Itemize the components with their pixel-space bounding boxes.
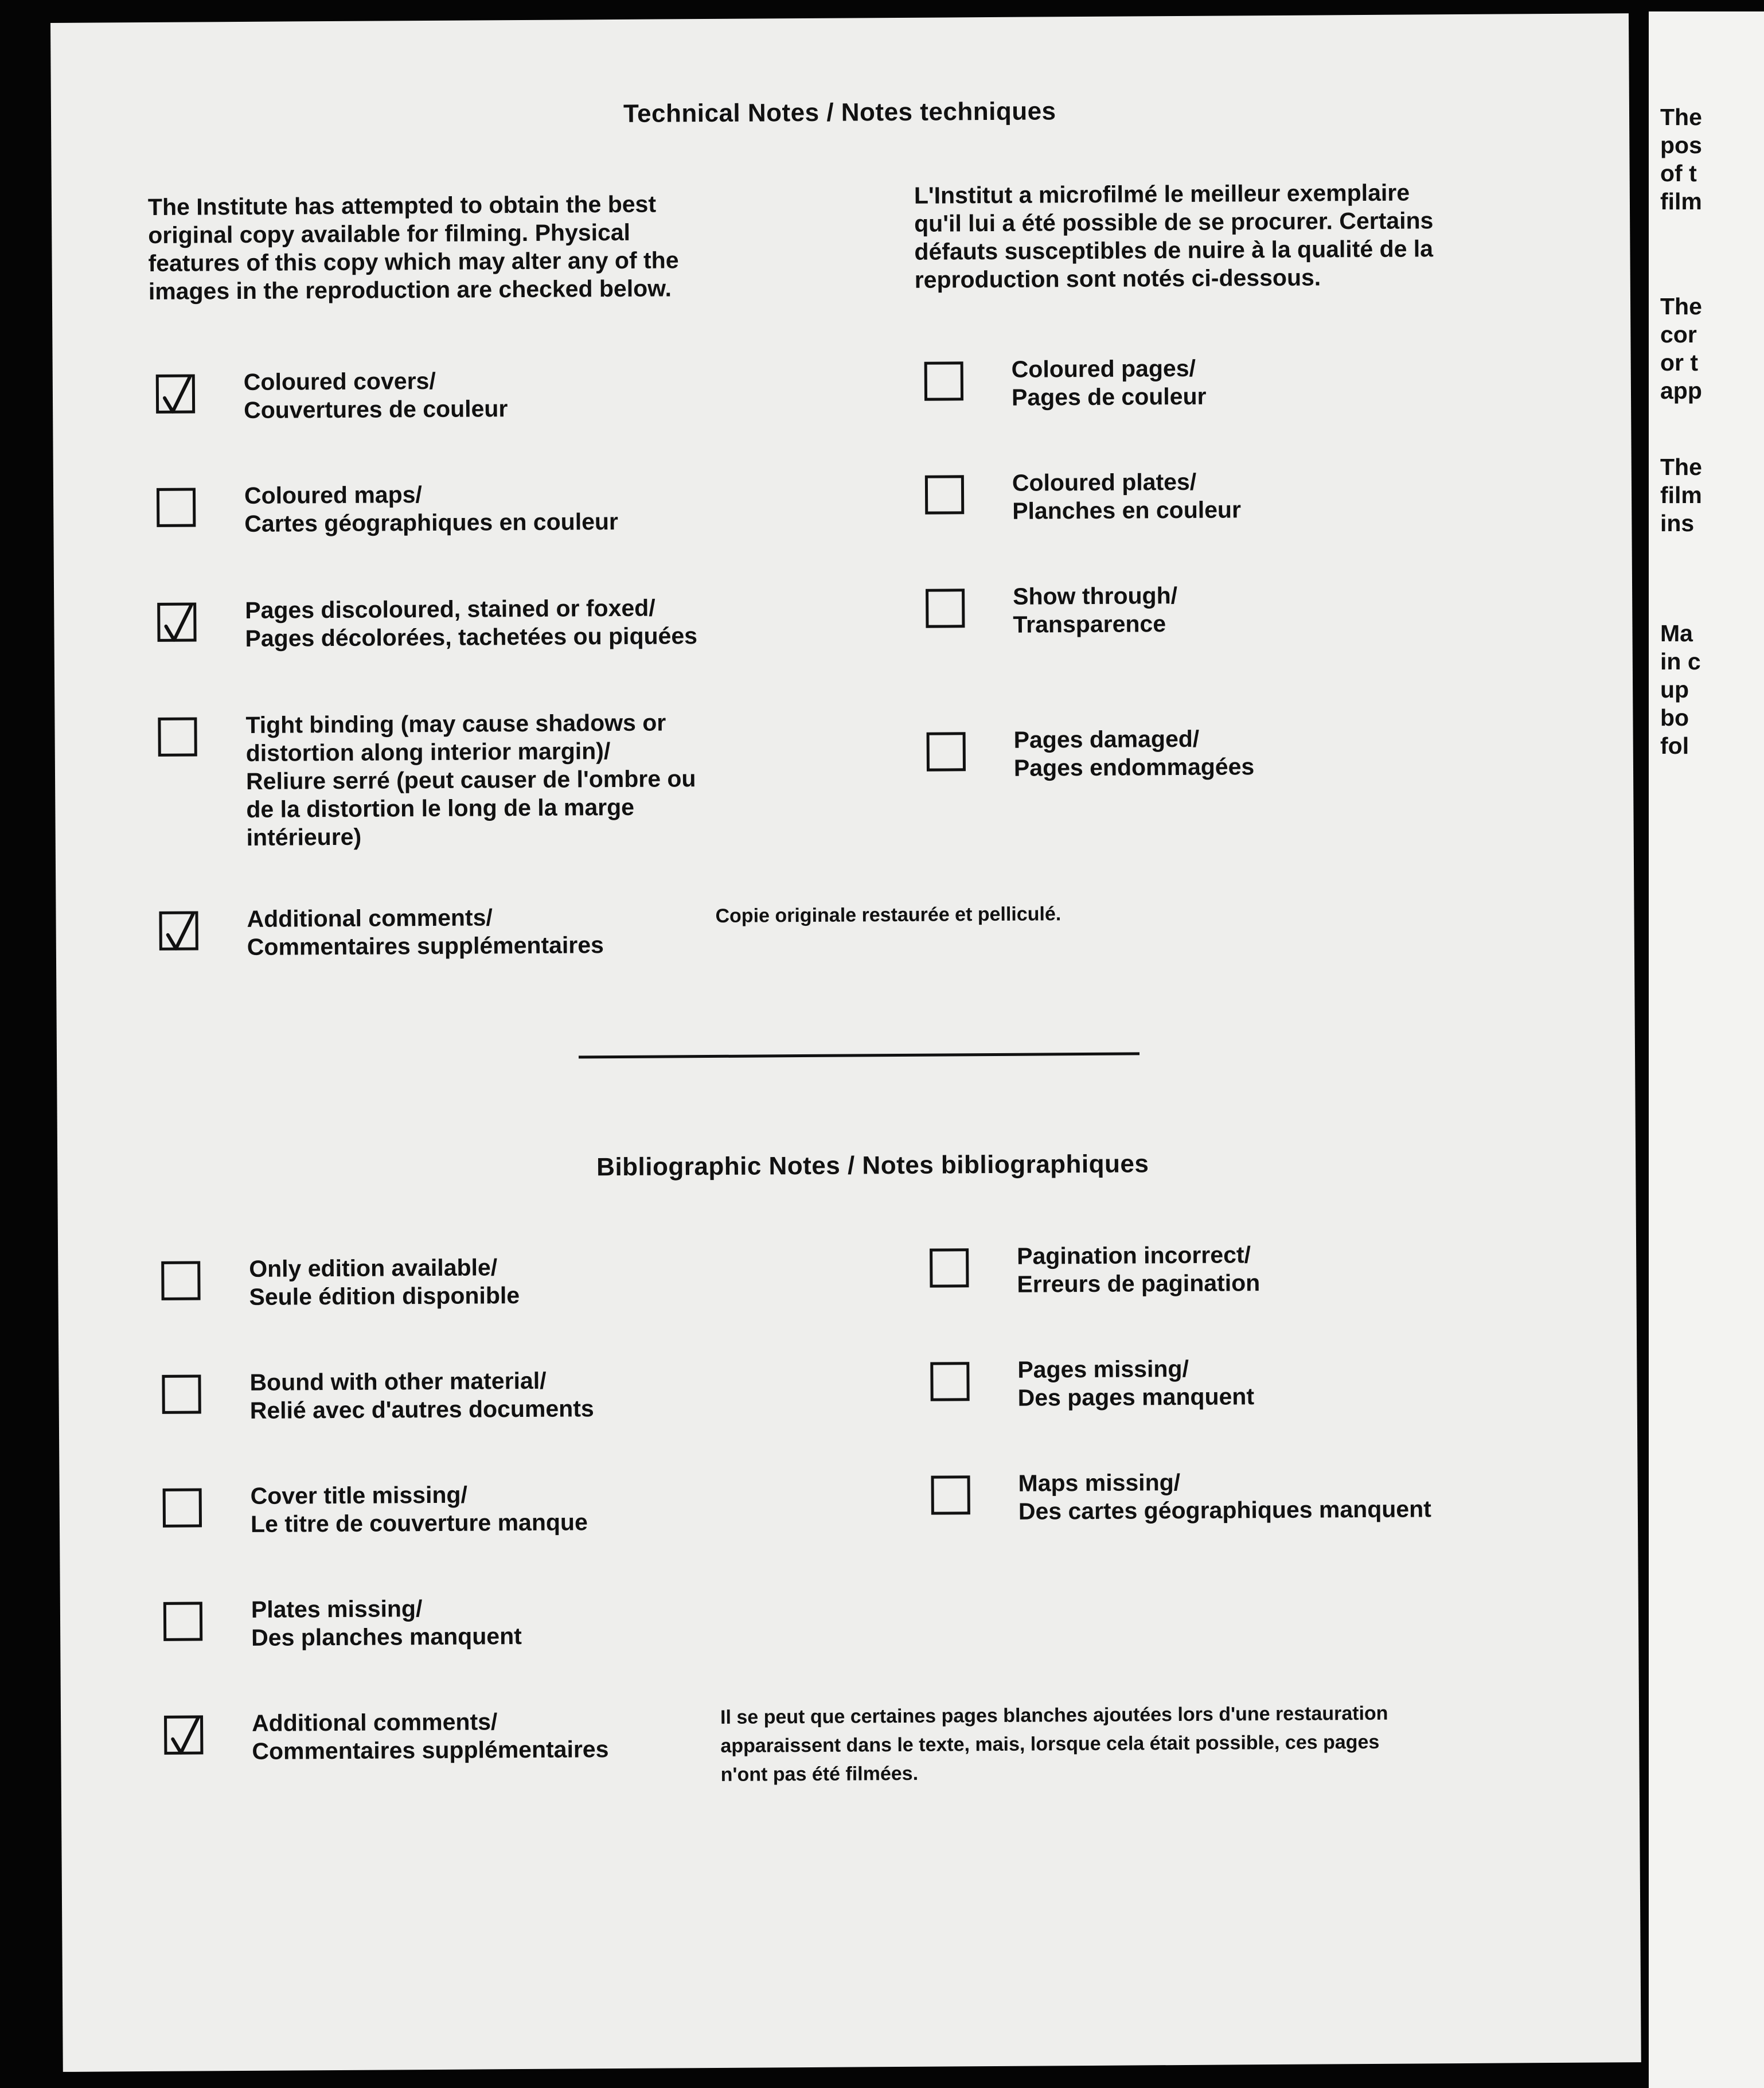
item-pagination-incorrect: Pagination incorrect/ Erreurs de pagination — [1017, 1241, 1260, 1298]
item-coloured-plates: Coloured plates/ Planches en couleur — [1012, 468, 1242, 524]
item-bibliographic-comments: Additional comments/ Commentaires supplémentaires — [251, 1708, 609, 1764]
checkbox-coloured-pages[interactable] — [924, 361, 963, 400]
item-cover-title-missing: Cover title missing/ Le titre de couverture manque — [250, 1481, 588, 1537]
item-coloured-covers: Coloured covers/ Couvertures de couleur — [243, 367, 508, 423]
item-coloured-maps: Coloured maps/ Cartes géographiques en couleur — [244, 481, 619, 537]
checkbox-only-edition[interactable] — [161, 1261, 200, 1300]
checkbox-coloured-maps[interactable] — [157, 488, 196, 527]
checkbox-coloured-plates[interactable] — [925, 475, 964, 514]
checkbox-pagination-incorrect[interactable] — [930, 1248, 969, 1287]
item-bound-with: Bound with other material/ Relié avec d'autres documents — [249, 1367, 594, 1424]
check-mark-icon — [157, 372, 198, 418]
checkbox-show-through[interactable] — [926, 589, 965, 628]
checkbox-tight-binding[interactable] — [158, 717, 197, 756]
checkbox-cover-title-missing[interactable] — [163, 1488, 202, 1527]
item-tight-binding: Tight binding (may cause shadows or distortion along interior margin)/ Reliure serré (peut causer de l'ombre ou de la distortion le long de la marge intérieure) — [245, 709, 696, 851]
checkbox-bound-with[interactable] — [162, 1374, 201, 1413]
checkbox-pages-missing[interactable] — [930, 1362, 969, 1401]
checkbox-pages-discoloured[interactable] — [157, 602, 196, 641]
next-page-fragment-1: The pos of t film — [1660, 104, 1702, 215]
next-page-fragment-4: Ma in c up bo fol — [1660, 620, 1701, 759]
checkbox-bibliographic-comments[interactable] — [164, 1715, 203, 1754]
item-pages-damaged: Pages damaged/ Pages endommagées — [1013, 725, 1255, 781]
check-mark-icon — [159, 909, 201, 955]
intro-english: The Institute has attempted to obtain the best original copy available for filming. Physical features of this copy which may alter any of the images in the reproduction are checked below. — [147, 190, 679, 305]
item-pages-discoloured: Pages discoloured, stained or foxed/ Pages décolorées, tachetées ou piquées — [245, 594, 698, 652]
check-mark-icon — [158, 601, 199, 646]
item-maps-missing: Maps missing/ Des cartes géographiques manquent — [1018, 1469, 1431, 1525]
checkbox-maps-missing[interactable] — [931, 1475, 970, 1514]
bibliographic-comment-text: Il se peut que certaines pages blanches ajoutées lors d'une restauration apparaissent dans le texte, mais, lorsque cela était possible, ces pages n'ont pas été filmées. — [720, 1702, 1388, 1786]
item-show-through: Show through/ Transparence — [1012, 582, 1178, 638]
check-mark-icon — [165, 1713, 206, 1759]
checkbox-technical-comments[interactable] — [159, 911, 198, 950]
bibliographic-notes-heading: Bibliographic Notes / Notes bibliographiques — [596, 1150, 1149, 1182]
next-page-fragment-3: The film ins — [1660, 454, 1702, 536]
technical-comment-text: Copie originale restaurée et pelliculé. — [715, 903, 1061, 927]
technical-notes-heading: Technical Notes / Notes techniques — [623, 97, 1056, 128]
section-divider — [579, 1052, 1139, 1058]
checkbox-pages-damaged[interactable] — [927, 732, 966, 771]
checkbox-coloured-covers[interactable] — [156, 374, 195, 413]
next-page-edge — [1649, 11, 1764, 2088]
technical-notes-sheet — [50, 13, 1641, 2072]
item-coloured-pages: Coloured pages/ Pages de couleur — [1011, 355, 1207, 411]
checkbox-plates-missing[interactable] — [163, 1602, 202, 1641]
next-page-fragment-2: The cor or t app — [1660, 293, 1702, 404]
item-only-edition: Only edition available/ Seule édition disponible — [249, 1254, 520, 1310]
item-pages-missing: Pages missing/ Des pages manquent — [1017, 1355, 1255, 1411]
item-technical-comments: Additional comments/ Commentaires supplémentaires — [247, 904, 604, 960]
intro-french: L'Institut a microfilmé le meilleur exemplaire qu'il lui a été possible de se procurer. Certains défauts susceptibles de nuire à la qualité de la reproduction sont notés ci-dessous. — [914, 179, 1434, 293]
item-plates-missing: Plates missing/ Des planches manquent — [251, 1595, 522, 1651]
